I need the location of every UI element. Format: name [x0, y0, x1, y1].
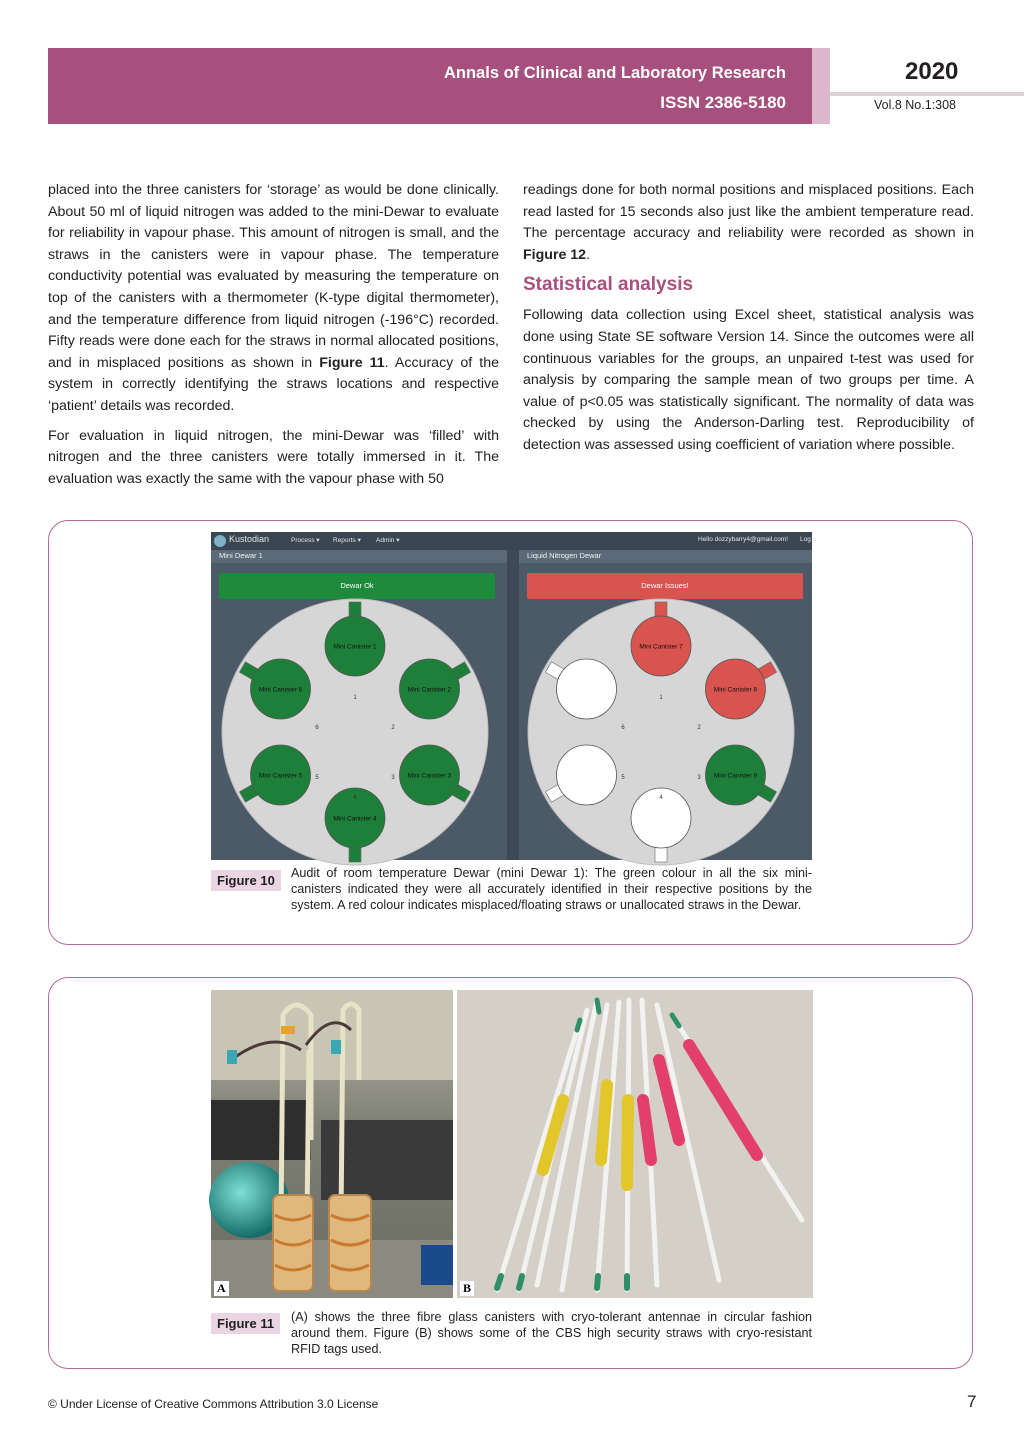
paragraph-text: placed into the three canisters for ‘storage’ as would be done clinically. About 50 ml of liquid nitrogen was added to the mini-Dewar to evaluate for reliability in vapour phase. This amount of nitrogen is small, and the straws in the canisters were in vapour phase. The temperature conductivity potential was evaluated by measuring the temperature on top of the canisters with a thermometer (K-type digital thermometer), and the temperature difference from liquid nitrogen (-196°C) recorded. Fifty reads were done each for the straws in normal allocated positions, and in misplaced positions as shown in [48, 182, 499, 371]
left-position-number: 2 [391, 725, 395, 731]
kustodian-screenshot [211, 532, 817, 860]
photo-b-tag: B [460, 1281, 474, 1296]
left-panel-title: Mini Dewar 1 [219, 551, 263, 560]
page-number: 7 [967, 1392, 977, 1411]
right-dewar [528, 599, 794, 865]
right-position-number: 3 [697, 775, 701, 781]
left-canister-label: Mini Canister 3 [407, 772, 452, 780]
journal-title: Annals of Clinical and Laboratory Research [443, 64, 786, 82]
straws-photo-illustration [457, 990, 813, 1298]
app-brand: Kustodian [229, 534, 270, 544]
right-position-number: 2 [697, 725, 701, 731]
nav-logout[interactable]: Log o [800, 536, 817, 543]
left-canister-antenna [349, 846, 361, 862]
right-panel-title: Liquid Nitrogen Dewar [527, 551, 602, 560]
canister-photo-illustration [211, 990, 453, 1298]
license-footer: © Under License of Creative Commons Attribution 3.0 License [48, 1397, 379, 1411]
journal-volume: Vol.8 No.1:308 [874, 98, 957, 112]
left-canister-label: Mini Canister 1 [333, 643, 377, 651]
paragraph: Following data collection using Excel sheet, statistical analysis was done using State SE software Version 14. Since the outcomes were all continuous variables for the groups, an unpaired t-test was used for analysis by comparing the sample mean of two groups per time. A value of p<0.05 was statistically significant. The normality of data was checked by using the Anderson-Darling test. Reproducibility of detection was assessed using coefficient of variation where possible. [523, 307, 974, 453]
figure-11-caption: (A) shows the three fibre glass canisters with cryo-tolerant antennae in circular fashion around them. Figure (B) shows some of the CBS high security straws with cryo-resistant RFID tags used. [291, 1310, 812, 1356]
dewar-ok-status[interactable]: Dewar Ok [219, 573, 495, 599]
left-position-number: 3 [391, 775, 395, 781]
right-position-number: 5 [621, 775, 625, 781]
figure-reference: Figure 12 [523, 246, 587, 263]
paragraph-text: readings done for both normal positions and misplaced positions. Each read lasted for 15 seconds also just like the ambient temperature read. The percentage accuracy and reliability were recorded as shown in [523, 182, 974, 242]
photo-a-tag: A [214, 1281, 229, 1296]
header-strip [812, 48, 830, 124]
left-position-number: 5 [315, 775, 319, 781]
section-title: Statistical analysis [523, 274, 694, 296]
dewar-issues-status[interactable]: Dewar Issues! [527, 573, 803, 599]
figure-reference: Figure 11 [319, 354, 385, 371]
photo-straws [457, 990, 813, 1298]
header-rule [830, 92, 1024, 96]
right-position-number: 4 [659, 795, 663, 801]
right-position-number: 6 [621, 725, 625, 731]
journal-issn: ISSN 2386-5180 [660, 93, 786, 112]
right-column [523, 180, 974, 465]
journal-year: 2020 [905, 58, 959, 85]
nav-reports[interactable]: Reports ▾ [333, 537, 361, 544]
right-canister-5[interactable] [557, 745, 617, 805]
left-canister-label: Mini Canister 2 [407, 686, 452, 694]
figure-10-caption: Audit of room temperature Dewar (mini Dewar 1): The green colour in all the six mini-canisters indicated they were all accurately identified in their respective positions by the system. A red colour indicates misplaced/floating straws or unallocated straws in the Dewar. [291, 866, 812, 912]
nav-admin[interactable]: Admin ▾ [376, 537, 400, 544]
left-canister-label: Mini Canister 4 [333, 815, 377, 823]
paragraph: For evaluation in liquid nitrogen, the mini-Dewar was ‘filled’ with nitrogen and the three canisters were totally immersed in it. The evaluation was exactly the same with the vapour phase with 50 [48, 427, 499, 487]
right-canister-6[interactable] [557, 659, 617, 719]
dewar-diagrams [211, 532, 812, 860]
left-canister-label: Mini Canister 6 [258, 686, 303, 694]
photo-canisters [211, 990, 453, 1298]
paragraph-text: . Accuracy of the system in correctly identifying the straws locations and respective ‘patient’ details was recorded. [48, 354, 499, 414]
right-canister-antenna [655, 846, 667, 862]
paragraph-text: . [586, 246, 591, 263]
figure-10-label: Figure 10 [211, 870, 281, 891]
left-position-number: 6 [315, 725, 319, 731]
left-position-number: 4 [353, 795, 357, 801]
nav-process[interactable]: Process ▾ [291, 537, 320, 544]
left-canister-label: Mini Canister 5 [258, 772, 303, 780]
right-canister-label: Mini Canister 8 [713, 686, 758, 694]
nav-user[interactable]: Hello dozzybarry4@gmail.com! [698, 536, 789, 543]
right-canister-label: Mini Canister 7 [639, 643, 683, 651]
right-canister-label: Mini Canister 9 [713, 772, 758, 780]
left-dewar [222, 599, 488, 865]
left-canister-antenna [349, 602, 361, 618]
right-position-number: 1 [659, 695, 663, 701]
left-column [48, 180, 499, 498]
paragraph [523, 180, 974, 266]
right-canister-antenna [655, 602, 667, 618]
paragraph [48, 180, 499, 418]
figure-11-label: Figure 11 [211, 1313, 280, 1334]
left-position-number: 1 [353, 695, 357, 701]
